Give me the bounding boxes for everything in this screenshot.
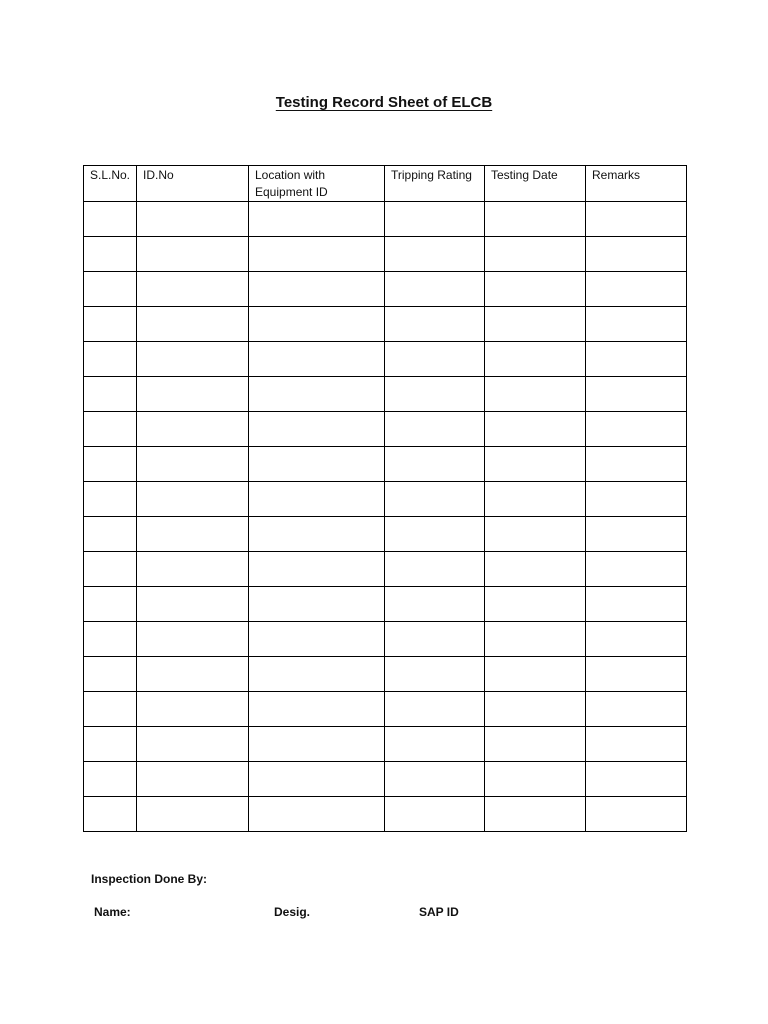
table-cell-remarks: [586, 762, 687, 797]
name-label: Name:: [94, 905, 131, 919]
table-cell-testing-date: [485, 587, 586, 622]
table-cell-id-no: [137, 272, 249, 307]
table-cell-sl-no: [84, 342, 137, 377]
table-cell-testing-date: [485, 412, 586, 447]
designation-label: Desig.: [274, 905, 311, 919]
table-cell-testing-date: [485, 762, 586, 797]
sap-id-label: SAP ID: [419, 905, 459, 919]
table-row: [84, 622, 687, 657]
table-cell-remarks: [586, 587, 687, 622]
table-cell-sl-no: [84, 272, 137, 307]
table-cell-location: [249, 797, 385, 832]
table-cell-location: [249, 657, 385, 692]
table-cell-location: [249, 202, 385, 237]
table-cell-tripping-rating: [385, 762, 485, 797]
table-cell-id-no: [137, 552, 249, 587]
table-cell-tripping-rating: [385, 342, 485, 377]
table-cell-location: [249, 727, 385, 762]
table-cell-sl-no: [84, 587, 137, 622]
table-cell-id-no: [137, 412, 249, 447]
table-cell-location: [249, 482, 385, 517]
table-cell-remarks: [586, 412, 687, 447]
table-row: [84, 657, 687, 692]
table-cell-remarks: [586, 517, 687, 552]
table-cell-location: [249, 762, 385, 797]
table-cell-testing-date: [485, 797, 586, 832]
table-row: [84, 587, 687, 622]
table-cell-id-no: [137, 657, 249, 692]
table-cell-tripping-rating: [385, 202, 485, 237]
table-cell-location: [249, 412, 385, 447]
table-cell-testing-date: [485, 272, 586, 307]
table-cell-sl-no: [84, 797, 137, 832]
table-cell-sl-no: [84, 237, 137, 272]
table-row: [84, 727, 687, 762]
table-cell-remarks: [586, 307, 687, 342]
column-header-location: Location with Equipment ID: [249, 166, 385, 202]
table-cell-id-no: [137, 692, 249, 727]
table-row: [84, 342, 687, 377]
table-cell-sl-no: [84, 482, 137, 517]
table-row: [84, 307, 687, 342]
table-cell-testing-date: [485, 622, 586, 657]
table-cell-remarks: [586, 552, 687, 587]
table-cell-tripping-rating: [385, 482, 485, 517]
table-cell-tripping-rating: [385, 727, 485, 762]
table-cell-tripping-rating: [385, 272, 485, 307]
table-cell-location: [249, 692, 385, 727]
table-cell-remarks: [586, 657, 687, 692]
table-cell-remarks: [586, 727, 687, 762]
table-row: [84, 412, 687, 447]
table-cell-id-no: [137, 342, 249, 377]
table-cell-remarks: [586, 447, 687, 482]
inspection-done-by-label: Inspection Done By:: [91, 872, 208, 886]
table-row: [84, 552, 687, 587]
table-cell-testing-date: [485, 342, 586, 377]
table-cell-sl-no: [84, 447, 137, 482]
table-row: [84, 517, 687, 552]
table-cell-tripping-rating: [385, 692, 485, 727]
table-cell-id-no: [137, 517, 249, 552]
table-cell-testing-date: [485, 377, 586, 412]
record-table-body: [84, 202, 687, 832]
table-cell-id-no: [137, 482, 249, 517]
table-cell-id-no: [137, 307, 249, 342]
table-row: [84, 762, 687, 797]
table-cell-location: [249, 237, 385, 272]
table-cell-id-no: [137, 447, 249, 482]
table-cell-tripping-rating: [385, 517, 485, 552]
column-header-tripping-rating: Tripping Rating: [385, 166, 485, 202]
table-cell-tripping-rating: [385, 447, 485, 482]
table-cell-tripping-rating: [385, 797, 485, 832]
table-cell-sl-no: [84, 622, 137, 657]
table-cell-testing-date: [485, 447, 586, 482]
table-row: [84, 237, 687, 272]
column-header-id-no: ID.No: [137, 166, 249, 202]
table-cell-remarks: [586, 237, 687, 272]
table-cell-id-no: [137, 587, 249, 622]
table-cell-tripping-rating: [385, 412, 485, 447]
table-cell-sl-no: [84, 412, 137, 447]
table-cell-tripping-rating: [385, 622, 485, 657]
table-row: [84, 377, 687, 412]
table-cell-remarks: [586, 202, 687, 237]
table-cell-tripping-rating: [385, 657, 485, 692]
table-header-row: [84, 166, 687, 202]
table-cell-remarks: [586, 482, 687, 517]
table-cell-testing-date: [485, 482, 586, 517]
table-cell-tripping-rating: [385, 587, 485, 622]
table-cell-sl-no: [84, 692, 137, 727]
table-cell-testing-date: [485, 657, 586, 692]
table-cell-location: [249, 377, 385, 412]
table-cell-id-no: [137, 762, 249, 797]
table-cell-sl-no: [84, 657, 137, 692]
column-header-remarks: Remarks: [586, 166, 687, 202]
table-cell-id-no: [137, 797, 249, 832]
table-cell-testing-date: [485, 237, 586, 272]
table-cell-id-no: [137, 727, 249, 762]
table-cell-remarks: [586, 377, 687, 412]
table-row: [84, 272, 687, 307]
document-title-text: Testing Record Sheet of ELCB: [275, 94, 493, 111]
table-cell-testing-date: [485, 202, 586, 237]
table-cell-sl-no: [84, 377, 137, 412]
table-cell-remarks: [586, 272, 687, 307]
table-cell-testing-date: [485, 517, 586, 552]
table-cell-tripping-rating: [385, 237, 485, 272]
column-header-sl-no: S.L.No.: [84, 166, 137, 202]
table-cell-id-no: [137, 377, 249, 412]
table-cell-testing-date: [485, 307, 586, 342]
table-cell-testing-date: [485, 692, 586, 727]
table-cell-location: [249, 622, 385, 657]
table-cell-remarks: [586, 622, 687, 657]
table-cell-location: [249, 307, 385, 342]
table-cell-remarks: [586, 342, 687, 377]
table-cell-testing-date: [485, 552, 586, 587]
table-cell-location: [249, 447, 385, 482]
table-cell-location: [249, 272, 385, 307]
column-header-testing-date: Testing Date: [485, 166, 586, 202]
table-cell-location: [249, 342, 385, 377]
table-cell-id-no: [137, 237, 249, 272]
table-row: [84, 447, 687, 482]
table-cell-tripping-rating: [385, 307, 485, 342]
table-cell-sl-no: [84, 762, 137, 797]
table-cell-sl-no: [84, 517, 137, 552]
table-cell-remarks: [586, 797, 687, 832]
table-row: [84, 202, 687, 237]
table-cell-sl-no: [84, 552, 137, 587]
table-cell-location: [249, 552, 385, 587]
table-cell-location: [249, 517, 385, 552]
table-cell-tripping-rating: [385, 377, 485, 412]
table-cell-sl-no: [84, 202, 137, 237]
table-cell-tripping-rating: [385, 552, 485, 587]
table-cell-testing-date: [485, 727, 586, 762]
table-row: [84, 797, 687, 832]
document-title: [0, 94, 768, 111]
table-cell-id-no: [137, 622, 249, 657]
table-cell-location: [249, 587, 385, 622]
table-cell-remarks: [586, 692, 687, 727]
record-table: [83, 165, 687, 832]
table-row: [84, 692, 687, 727]
table-cell-sl-no: [84, 307, 137, 342]
table-row: [84, 482, 687, 517]
table-cell-sl-no: [84, 727, 137, 762]
table-cell-id-no: [137, 202, 249, 237]
